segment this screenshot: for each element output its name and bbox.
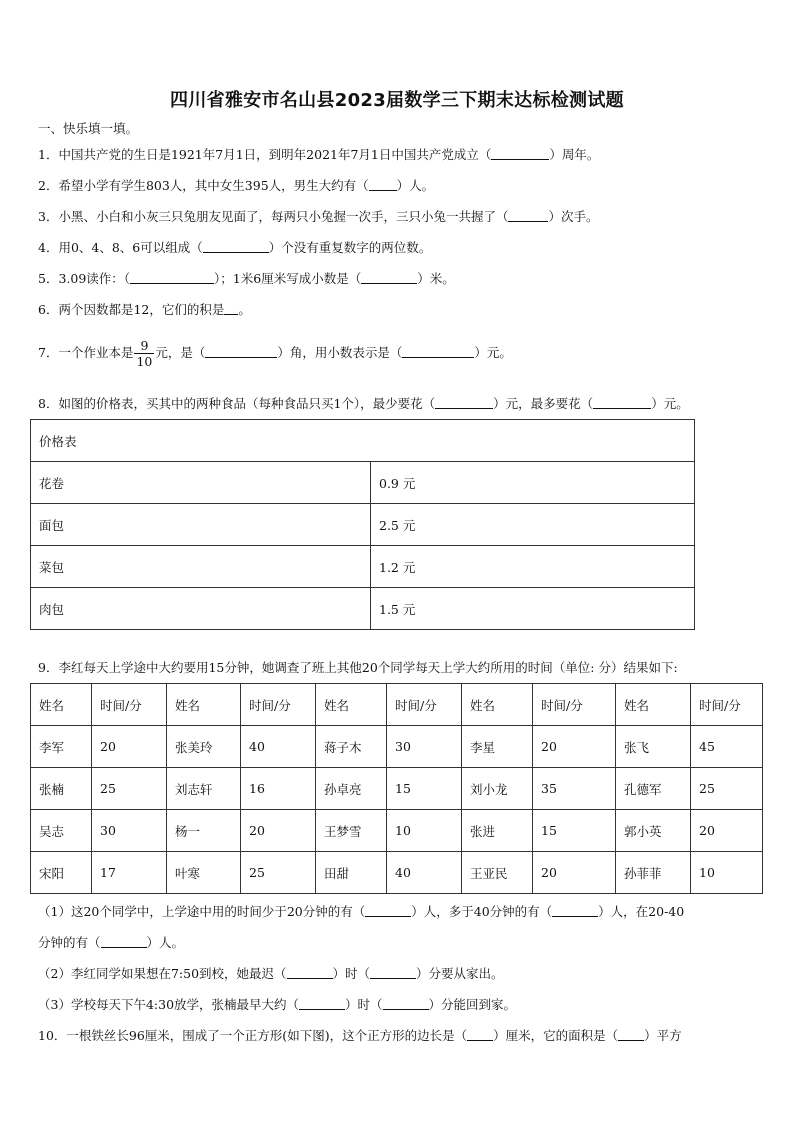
answer-blank[interactable] bbox=[361, 271, 417, 284]
column-header: 时间/分 bbox=[92, 684, 167, 726]
student-name: 孙卓亮 bbox=[316, 768, 387, 810]
student-name: 吴志 bbox=[31, 810, 92, 852]
answer-blank[interactable] bbox=[101, 935, 147, 948]
answer-blank[interactable] bbox=[370, 966, 416, 979]
student-name: 孔德军 bbox=[616, 768, 691, 810]
column-header: 时间/分 bbox=[241, 684, 316, 726]
table-row bbox=[31, 852, 763, 894]
page-title: 四川省雅安市名山县2023届数学三下期末达标检测试题 bbox=[170, 90, 624, 111]
answer-blank[interactable] bbox=[593, 396, 651, 409]
time-value: 25 bbox=[241, 852, 316, 894]
answer-blank[interactable] bbox=[552, 904, 598, 917]
time-value: 20 bbox=[533, 726, 616, 768]
time-value: 17 bbox=[92, 852, 167, 894]
answer-blank[interactable] bbox=[467, 1028, 493, 1041]
student-name: 郭小英 bbox=[616, 810, 691, 852]
price-table-header: 价格表 bbox=[31, 420, 695, 462]
column-header: 时间/分 bbox=[533, 684, 616, 726]
question-9-intro: 9．李红每天上学途中大约要用15分钟，她调查了班上其他20个同学每天上学大约所用的时间（单位: 分）结果如下: bbox=[38, 660, 678, 675]
price-table bbox=[30, 419, 695, 630]
column-header: 姓名 bbox=[462, 684, 533, 726]
time-value: 30 bbox=[387, 726, 462, 768]
question-2: 2．希望小学有学生803人，其中女生395人，男生大约有（ ）人。 bbox=[38, 178, 435, 193]
answer-blank[interactable] bbox=[287, 966, 333, 979]
student-name: 王梦雪 bbox=[316, 810, 387, 852]
survey-table bbox=[30, 683, 763, 894]
time-value: 15 bbox=[533, 810, 616, 852]
time-value: 35 bbox=[533, 768, 616, 810]
food-price: 2.5 元 bbox=[371, 504, 695, 546]
table-row bbox=[31, 504, 695, 546]
time-value: 20 bbox=[241, 810, 316, 852]
student-name: 刘小龙 bbox=[462, 768, 533, 810]
time-value: 20 bbox=[92, 726, 167, 768]
student-name: 张飞 bbox=[616, 726, 691, 768]
table-row bbox=[31, 546, 695, 588]
answer-blank[interactable] bbox=[130, 271, 214, 284]
answer-blank[interactable] bbox=[369, 178, 397, 191]
food-name: 菜包 bbox=[31, 546, 371, 588]
answer-blank[interactable] bbox=[205, 345, 277, 358]
student-name: 张美玲 bbox=[167, 726, 241, 768]
food-price: 0.9 元 bbox=[371, 462, 695, 504]
fraction: $\frac{9}{10}$ bbox=[136, 338, 153, 369]
time-value: 20 bbox=[533, 852, 616, 894]
column-header: 姓名 bbox=[616, 684, 691, 726]
student-name: 孙菲菲 bbox=[616, 852, 691, 894]
food-name: 面包 bbox=[31, 504, 371, 546]
food-price: 1.5 元 bbox=[371, 588, 695, 630]
table-row bbox=[31, 810, 763, 852]
question-9-part-2: （2）李红同学如果想在7:50到校，她最迟（ ）时（ ）分要从家出。 bbox=[38, 966, 504, 981]
question-5: 5．3.09读作：（ ）；1米6厘米写成小数是（ ）米。 bbox=[38, 271, 455, 286]
answer-blank[interactable] bbox=[299, 997, 345, 1010]
food-name: 花卷 bbox=[31, 462, 371, 504]
student-name: 张楠 bbox=[31, 768, 92, 810]
table-header-row bbox=[31, 684, 763, 726]
time-value: 10 bbox=[691, 852, 763, 894]
question-7: 7．一个作业本是 $\frac{9}{10}$ 元，是（ ）角，用小数表示是（ ）元。 bbox=[38, 338, 512, 369]
time-value: 25 bbox=[691, 768, 763, 810]
answer-blank[interactable] bbox=[491, 147, 549, 160]
table-row bbox=[31, 588, 695, 630]
answer-blank[interactable] bbox=[203, 240, 269, 253]
time-value: 16 bbox=[241, 768, 316, 810]
question-9-part-3: （3）学校每天下午4:30放学，张楠最早大约（ ）时（ ）分能回到家。 bbox=[38, 997, 517, 1012]
time-value: 40 bbox=[387, 852, 462, 894]
question-3: 3．小黑、小白和小灰三只兔朋友见面了，每两只小兔握一次手，三只小兔一共握了（ ）次手。 bbox=[38, 209, 599, 224]
student-name: 张进 bbox=[462, 810, 533, 852]
time-value: 10 bbox=[387, 810, 462, 852]
time-value: 15 bbox=[387, 768, 462, 810]
column-header: 姓名 bbox=[167, 684, 241, 726]
question-4: 4．用0、4、8、6可以组成（ ）个没有重复数字的两位数。 bbox=[38, 240, 432, 255]
student-name: 李军 bbox=[31, 726, 92, 768]
time-value: 25 bbox=[92, 768, 167, 810]
food-name: 肉包 bbox=[31, 588, 371, 630]
student-name: 田甜 bbox=[316, 852, 387, 894]
answer-blank[interactable] bbox=[383, 997, 429, 1010]
time-value: 30 bbox=[92, 810, 167, 852]
question-10: 10．一根铁丝长96厘米，围成了一个正方形(如下图)，这个正方形的边长是（ ）厘米，它的面积是（ ）平方 bbox=[38, 1028, 682, 1043]
student-name: 宋阳 bbox=[31, 852, 92, 894]
question-8: 8．如图的价格表，买其中的两种食品（每种食品只买1个），最少要花（ ）元，最多要花（ ）元。 bbox=[38, 396, 689, 411]
answer-blank[interactable] bbox=[402, 345, 474, 358]
student-name: 王亚民 bbox=[462, 852, 533, 894]
question-9-part-1: （1）这20个同学中，上学途中用的时间少于20分钟的有（ ）人，多于40分钟的有（ ）人，在20-40 bbox=[38, 904, 685, 919]
answer-blank[interactable] bbox=[618, 1028, 644, 1041]
student-name: 叶寒 bbox=[167, 852, 241, 894]
table-row bbox=[31, 726, 763, 768]
question-6: 6．两个因数都是12，它们的积是 。 bbox=[38, 302, 251, 317]
answer-blank[interactable] bbox=[435, 396, 493, 409]
food-price: 1.2 元 bbox=[371, 546, 695, 588]
answer-blank[interactable] bbox=[224, 302, 238, 315]
answer-blank[interactable] bbox=[508, 209, 548, 222]
time-value: 45 bbox=[691, 726, 763, 768]
column-header: 姓名 bbox=[31, 684, 92, 726]
student-name: 刘志轩 bbox=[167, 768, 241, 810]
section-heading: 一、快乐填一填。 bbox=[38, 121, 139, 136]
student-name: 李星 bbox=[462, 726, 533, 768]
student-name: 杨一 bbox=[167, 810, 241, 852]
question-1: 1．中国共产党的生日是1921年7月1日，到明年2021年7月1日中国共产党成立（ ）周年。 bbox=[38, 147, 600, 162]
column-header: 时间/分 bbox=[691, 684, 763, 726]
time-value: 20 bbox=[691, 810, 763, 852]
question-9-part-1-cont: 分钟的有（ ）人。 bbox=[38, 935, 185, 950]
column-header: 时间/分 bbox=[387, 684, 462, 726]
time-value: 40 bbox=[241, 726, 316, 768]
answer-blank[interactable] bbox=[365, 904, 411, 917]
table-row bbox=[31, 462, 695, 504]
student-name: 蒋子木 bbox=[316, 726, 387, 768]
table-row bbox=[31, 768, 763, 810]
column-header: 姓名 bbox=[316, 684, 387, 726]
